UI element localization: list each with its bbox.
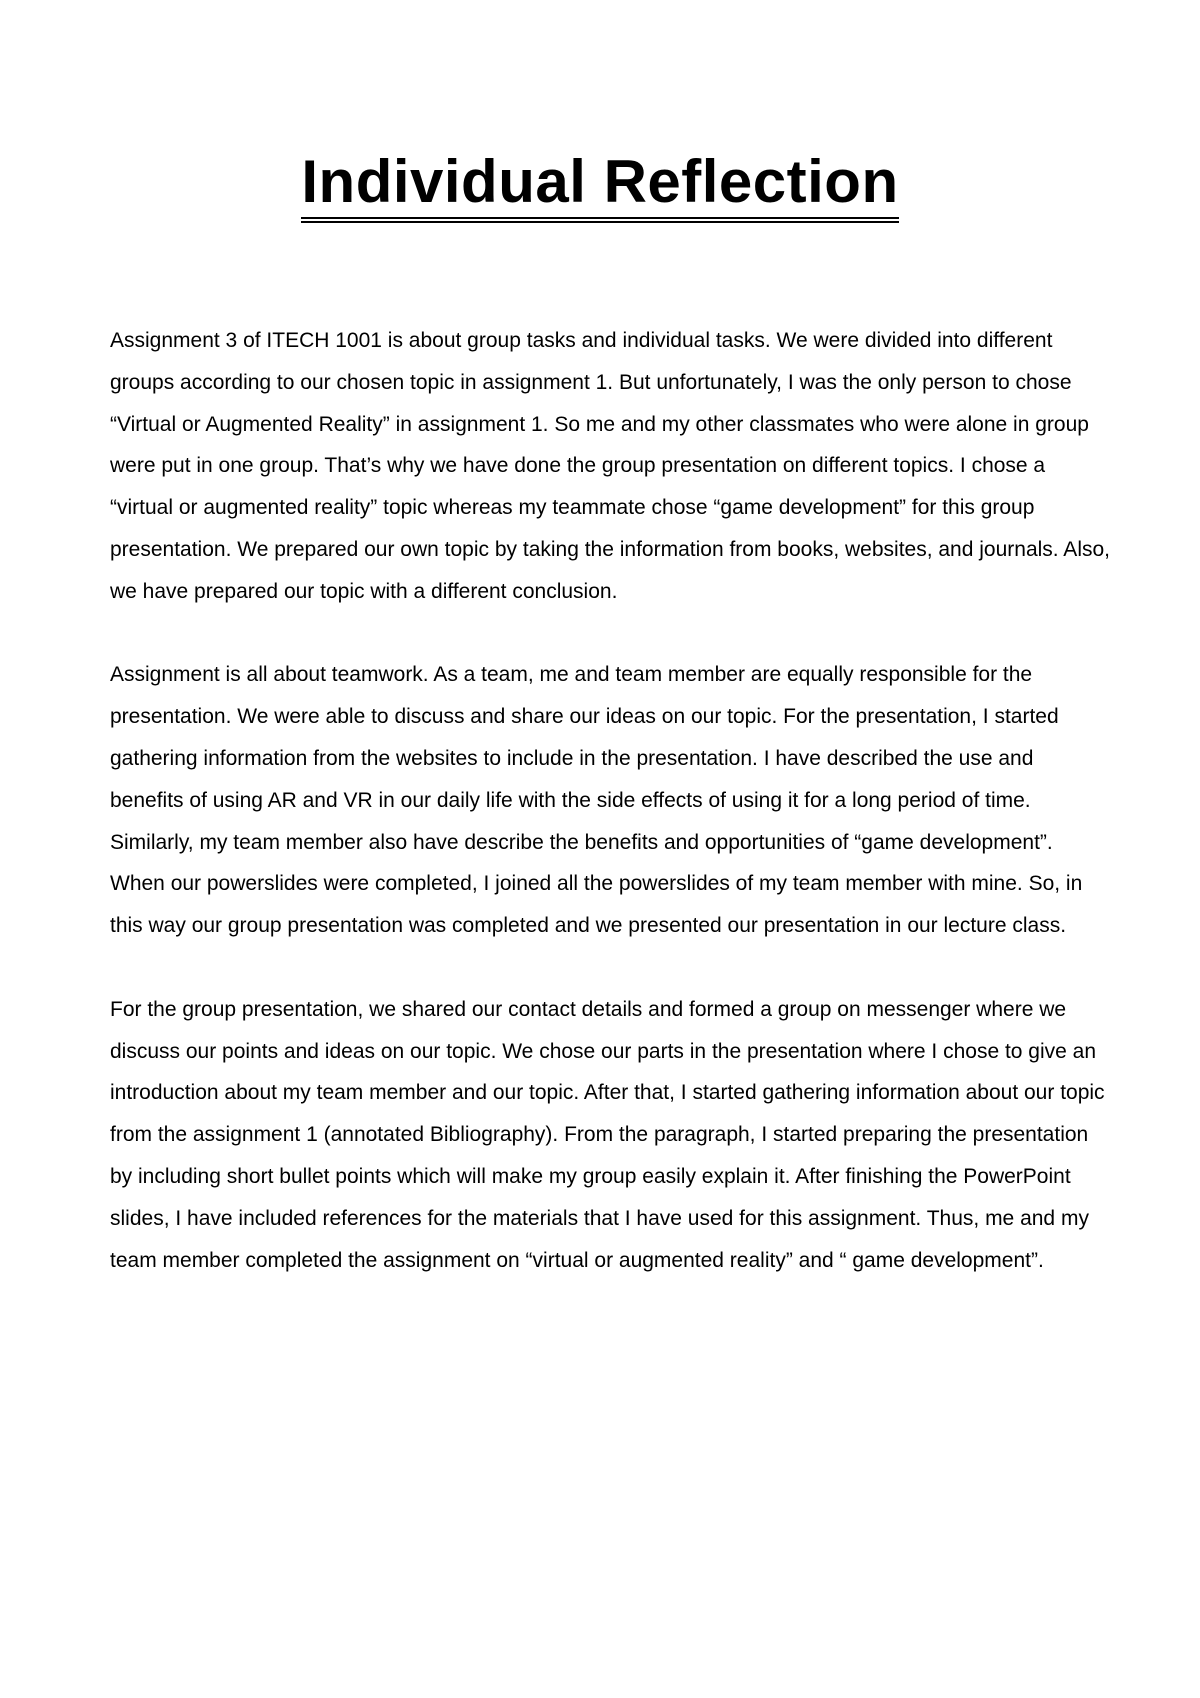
title-container [0,150,1200,223]
paragraph-1: Assignment 3 of ITECH 1001 is about group tasks and individual tasks. We were divided into different groups according to our chosen topic in assignment 1. But unfortunately, I was the only person to chose “Virtual or Augmented Reality” in assignment 1. So me and my other classmates who were alone in group were put in one group. That’s why we have done the group presentation on different topics. I chose a “virtual or augmented reality” topic whereas my teammate chose “game development” for this group presentation. We prepared our own topic by taking the information from books, websites, and journals. Also, we have prepared our topic with a different conclusion. [110,329,1110,603]
paragraph-3: For the group presentation, we shared our contact details and formed a group on messenger where we discuss our points and ideas on our topic. We chose our parts in the presentation where I chose to give an introduction about my team member and our topic. After that, I started gathering information about our topic from the assignment 1 (annotated Bibliography). From the paragraph, I started preparing the presentation by including short bullet points which will make my group easily explain it. After finishing the PowerPoint slides, I have included references for the materials that I have used for this assignment. Thus, me and my team member completed the assignment on “virtual or augmented reality” and “ game development”. [110,997,1105,1272]
document-body [110,320,1110,1281]
page-title: Individual Reflection [301,150,898,223]
paragraph-2: Assignment is all about teamwork. As a team, me and team member are equally responsible for the presentation. We were able to discuss and share our ideas on our topic. For the presentation, I started gathering information from the websites to include in the presentation. I have described the use and benefits of using AR and VR in our daily life with the side effects of using it for a long period of time. Similarly, my team member also have describe the benefits and opportunities of “game development”. When our powerslides were completed, I joined all the powerslides of my team member with mine. So, in this way our group presentation was completed and we presented our presentation in our lecture class. [110,663,1083,938]
